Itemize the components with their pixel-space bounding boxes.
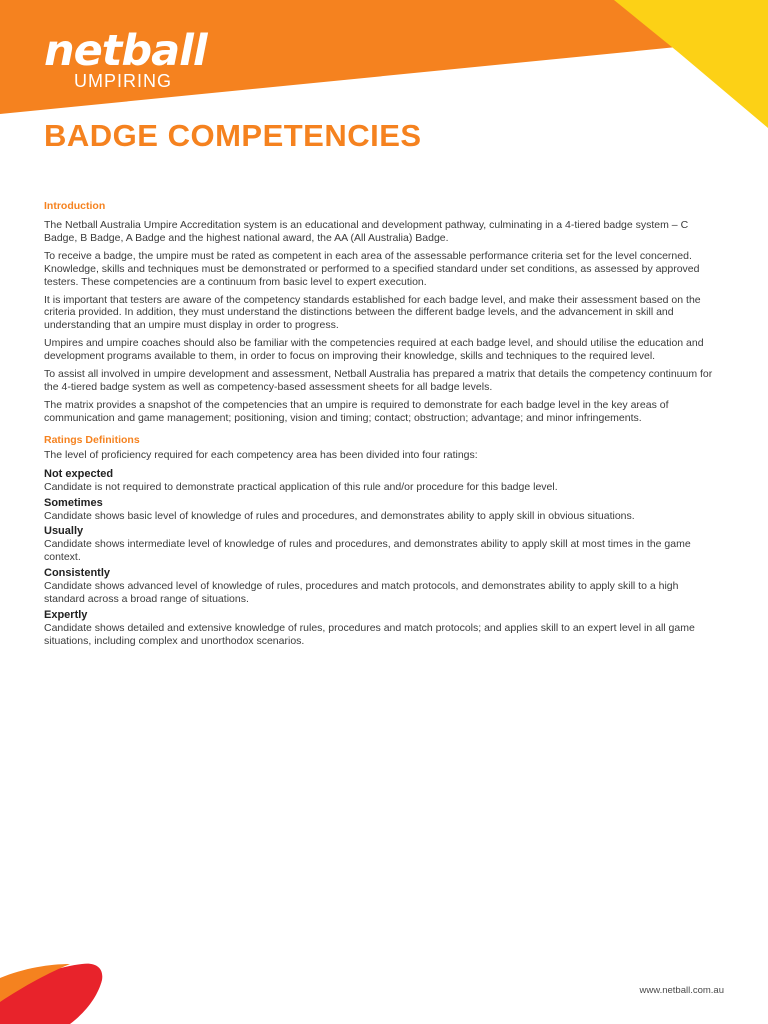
netball-umpiring-logo [44,26,207,91]
ratings-intro: The level of proficiency required for each competency area has been divided into four ratings: [44,448,478,461]
logo-wordmark: netball [44,26,207,76]
intro-paragraph: The matrix provides a snapshot of the competencies that an umpire is required to demonstrate for each badge level in the key areas of communication and game management; positioning, vision and timing; contact; obstruction; advantage; and minor infringements. [44,398,669,424]
rating-description: Candidate shows detailed and extensive knowledge of rules, procedures and match protocols; and applies skill to an expert level in all game situations, including complex and unorthodox scenarios. [44,622,695,647]
corner-swoosh-graphic [0,950,110,1024]
rating-item [44,608,716,648]
rating-term: Not expected [44,467,114,480]
rating-item [44,566,716,606]
rating-term: Consistently [44,567,111,580]
footer-website-url: www.netball.com.au [639,985,724,996]
intro-paragraph: Umpires and umpire coaches should also be familiar with the competencies required at each badge level, and should utilise the education and development programs available to them, in order to focus on improving their knowledge, skills and techniques to the required level. [44,337,704,363]
logo-subtitle: UMPIRING [74,71,172,91]
rating-description: Candidate shows intermediate level of knowledge of rules and procedures, and demonstrates ability to apply skill at most times in the game context. [44,538,691,564]
intro-paragraph: It is important that testers are aware of the competency standards established for each badge level, and make their assessment based on the criteria provided. In addition, they must understand the distinctions between the different badge levels, and the advancement in skill and understanding that an umpire must display in order to progress. [44,293,701,332]
rating-term: Expertly [44,609,88,622]
rating-term: Usually [44,525,84,538]
page-title: BADGE COMPETENCIES [44,118,422,153]
intro-paragraph: The Netball Australia Umpire Accreditation system is an educational and development pathway, culminating in a 4-tiered badge system – C Badge, B Badge, A Badge and the highest national award, the AA (All Australia) Badge. [44,219,689,244]
rating-item [44,496,716,523]
rating-description: Candidate shows basic level of knowledge of rules and procedures, and demonstrates ability to apply skill in obvious situations. [44,509,635,522]
document-body [44,199,716,649]
introduction-heading: Introduction [44,200,106,212]
ratings-heading: Ratings Definitions [44,433,140,446]
intro-paragraph: To receive a badge, the umpire must be rated as competent in each area of the assessable performance criteria set for the level concerned. Knowledge, skills and techniques must be demonstrated or performed to a specified standard under set conditions, as assessed by approved testers. These competencies are a continuum from basic level to expert execution. [44,249,700,288]
rating-description: Candidate shows advanced level of knowledge of rules, procedures and match protocols, and demonstrates ability to apply skill to a high standard across a broad range of situations. [44,580,679,606]
rating-item [44,467,716,494]
rating-description: Candidate is not required to demonstrate practical application of this rule and/or procedure for this badge level. [44,480,558,493]
intro-paragraph: To assist all involved in umpire development and assessment, Netball Australia has prepared a matrix that details the competency continuum for the 4-tiered badge system as well as competency-based assessment sheets for all badge levels. [44,368,713,393]
rating-item [44,524,716,564]
rating-term: Sometimes [44,496,103,509]
